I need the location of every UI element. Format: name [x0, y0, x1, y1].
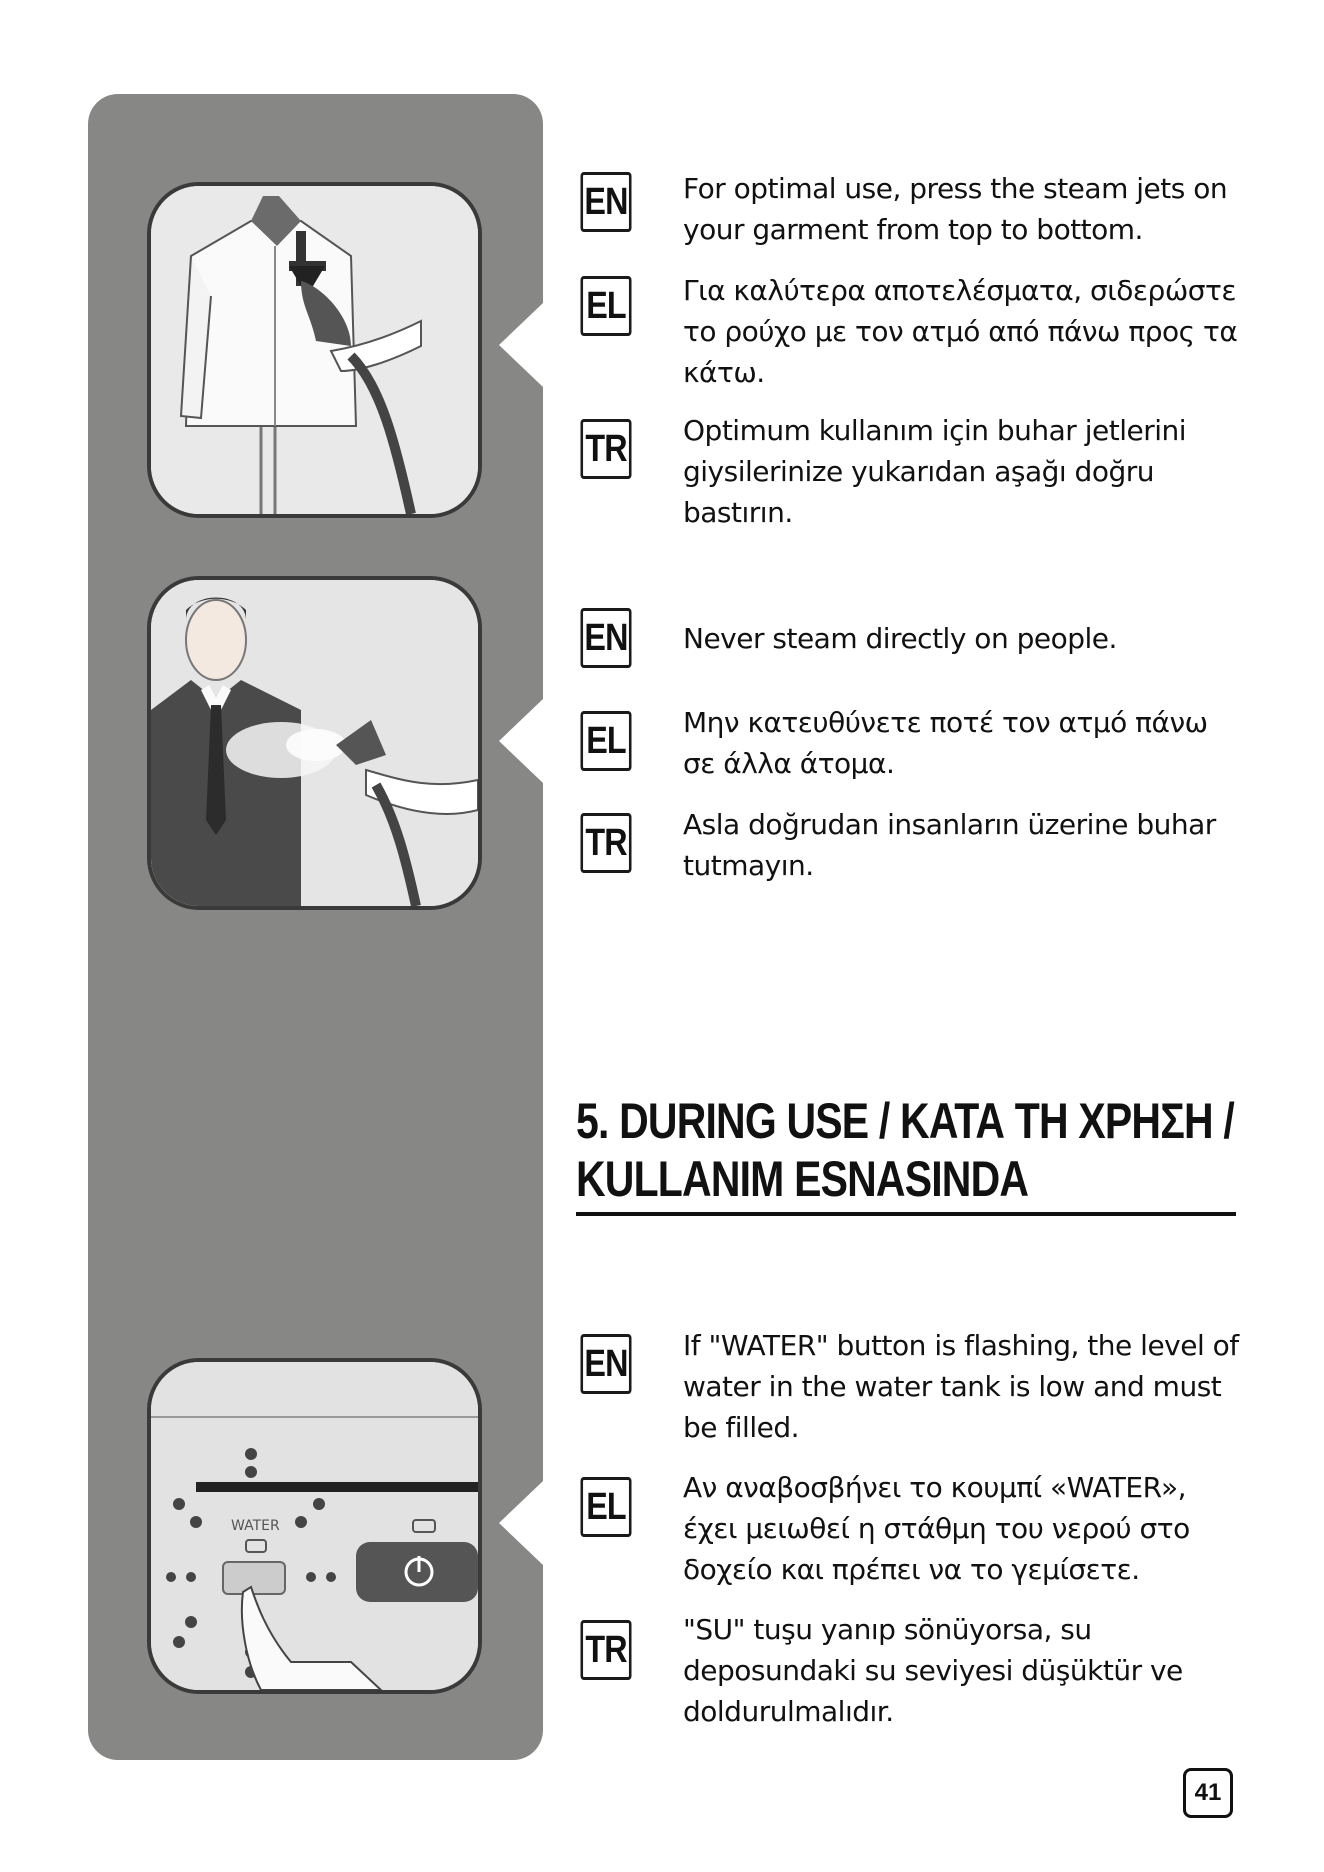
text-el-1: Για καλύτερα αποτελέσματα, σιδερώστε το ρούχο με τον ατμό από πάνω προς τα κάτω.	[683, 274, 1238, 389]
sidebar-notch-1	[499, 303, 543, 387]
lang-badge-el-1: EL	[581, 276, 632, 336]
text-tr-1: Optimum kullanım için buhar jetlerini giysilerinize yukarıdan aşağı doğru bastırın.	[683, 414, 1187, 529]
sidebar-notch-2	[499, 699, 543, 783]
lang-badge-tr-1: TR	[581, 419, 632, 479]
text-tr-2: Asla doğrudan insanların üzerine buhar tutmayın.	[683, 808, 1216, 882]
lang-badge-el-2: EL	[581, 711, 632, 771]
shirt-steaming-icon	[147, 182, 482, 518]
text-en-1: For optimal use, press the steam jets on your garment from top to bottom.	[683, 172, 1228, 246]
steam-on-person-icon	[147, 576, 482, 910]
heading-divider	[576, 1212, 1236, 1216]
text-el-2: Μην κατευθύνετε ποτέ τον ατμό πάνω σε άλλα άτομα.	[683, 706, 1208, 780]
text-en-2: Never steam directly on people.	[683, 622, 1117, 655]
water-button-panel-icon	[147, 1358, 482, 1694]
page-number: 41	[1183, 1768, 1233, 1818]
sidebar-notch-3	[499, 1481, 543, 1565]
lang-badge-tr-2: TR	[581, 813, 632, 873]
lang-badge-el-3: EL	[581, 1477, 632, 1537]
text-tr-3: "SU" tuşu yanıp sönüyorsa, su deposundaki su seviyesi düşüktür ve doldurulmalıdır.	[683, 1613, 1183, 1728]
section-heading	[576, 1092, 1234, 1208]
lang-badge-en-2: EN	[581, 608, 632, 668]
section-heading-line1: 5. DURING USE / ΚΑΤΑ ΤΗ ΧΡΗΣΗ /	[576, 1093, 1234, 1149]
text-el-3: Αν αναβοσβήνει το κουμπί «WATER», έχει μειωθεί η στάθμη του νερού στο δοχείο και πρέπει να το γεμίσετε.	[683, 1471, 1190, 1586]
section-heading-line2: KULLANIM ESNASINDA	[576, 1151, 1029, 1207]
lang-badge-en-3: EN	[581, 1334, 632, 1394]
lang-badge-tr-3: TR	[581, 1620, 632, 1680]
text-en-3: If "WATER" button is flashing, the level of water in the water tank is low and must be filled.	[683, 1329, 1239, 1444]
lang-badge-en-1: EN	[581, 172, 632, 232]
panel-water-label: WATER	[231, 1518, 280, 1534]
